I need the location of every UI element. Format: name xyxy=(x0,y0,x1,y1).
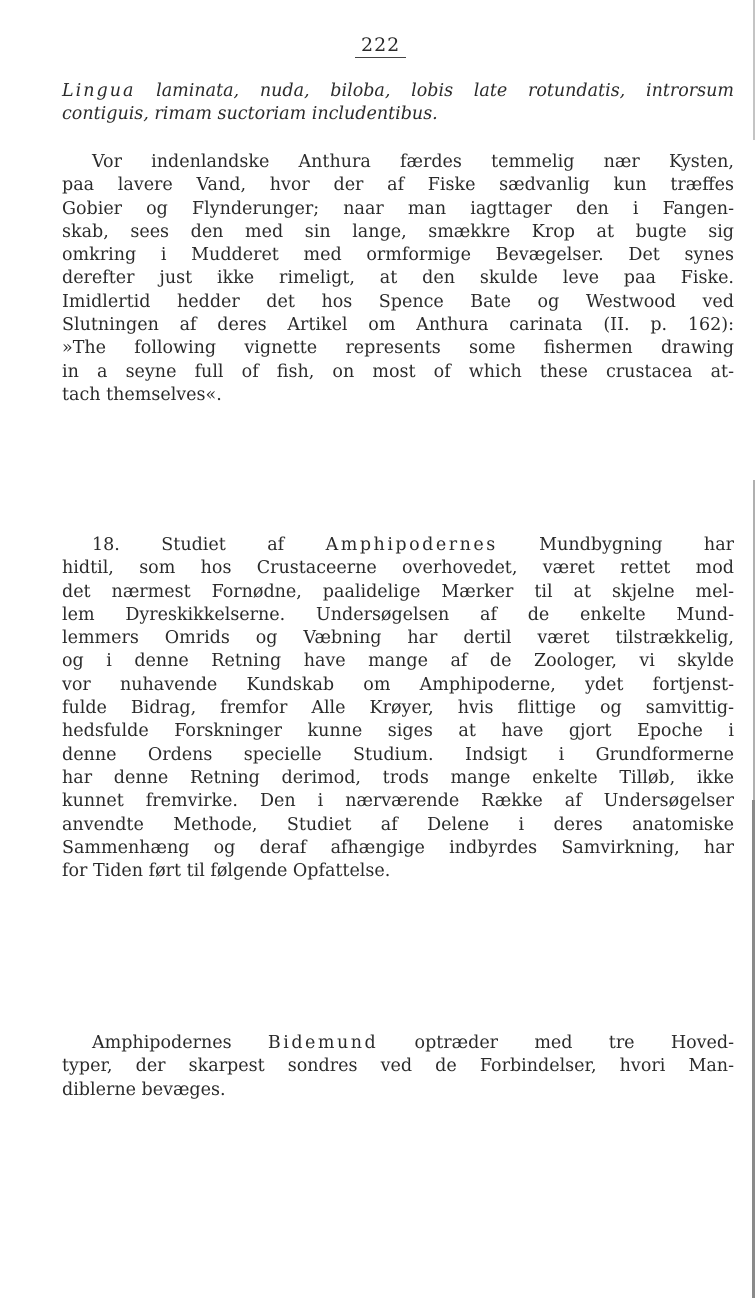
heading-line-1 xyxy=(62,80,734,103)
first-line-prefix: Amphipodernes xyxy=(92,1033,268,1053)
text-line: hidtil, som hos Crustaceerne overhovedet, været rettet mod xyxy=(62,558,734,579)
paragraph-bidemund xyxy=(62,1032,734,1102)
paragraph-anthura xyxy=(62,151,734,407)
text-line: og i denne Retning have mange af de Zoologer, vi skylde xyxy=(62,651,734,672)
edge-mark xyxy=(753,480,755,800)
edge-mark xyxy=(753,0,755,140)
text-line: lemmers Omrids og Væbning har dertil været tilstrækkelig, xyxy=(62,628,734,649)
heading-line-1-rest: laminata, nuda, biloba, lobis late rotundatis, introrsum xyxy=(135,81,734,101)
text-line: diblerne bevæges. xyxy=(62,1079,226,1100)
text-line: Imidlertid hedder det hos Spence Bate og Westwood ved xyxy=(62,291,734,312)
text-line: hedsfulde Forskninger kunne siges at have gjort Epoche i xyxy=(62,721,734,742)
heading-line-2: contiguis, rimam suctoriam includentibus. xyxy=(62,104,438,125)
text-line: tach themselves«. xyxy=(62,384,222,405)
text-line: Sammenhæng og deraf afhængige indbyrdes Samvirkning, har xyxy=(62,837,734,858)
page-number: 222 xyxy=(355,34,406,58)
section-18-first-line xyxy=(62,534,734,557)
text-line: omkring i Mudderet med ormformige Bevægelser. Det synes xyxy=(62,245,734,266)
spaced-term-amphipodernes: Amphipodernes xyxy=(325,535,498,555)
text-line: lem Dyreskikkelserne. Undersøgelsen af de enkelte Mund- xyxy=(62,604,734,625)
text-line: typer, der skarpest sondres ved de Forbindelser, hvori Man- xyxy=(62,1056,734,1077)
text-line: anvendte Methode, Studiet af Delene i deres anatomiske xyxy=(62,814,734,835)
text-line: fulde Bidrag, fremfor Alle Krøyer, hvis flittige og samvittig- xyxy=(62,698,734,719)
latin-description xyxy=(62,80,734,127)
text-line: denne Ordens specielle Studium. Indsigt i Grundformerne xyxy=(62,744,734,765)
text-line: Gobier og Flynderunger; naar man iagttager den i Fangen- xyxy=(62,198,734,219)
text-line: har denne Retning derimod, trods mange enkelte Tilløb, ikke xyxy=(62,767,734,788)
text-line: vor nuhavende Kundskab om Amphipoderne, ydet fortjenst- xyxy=(62,674,734,695)
text-line: »The following vignette represents some fishermen drawing xyxy=(62,338,734,359)
text-line: paa lavere Vand, hvor der af Fiske sædvanlig kun træffes xyxy=(62,175,734,196)
first-line-rest: Mundbygning har xyxy=(497,535,734,555)
text-line: for Tiden ført til følgende Opfattelse. xyxy=(62,861,391,882)
paragraph-section-18 xyxy=(62,534,734,883)
text-line: Slutningen af deres Artikel om Anthura carinata (II. p. 162): xyxy=(62,315,734,336)
text-line: in a seyne full of fish, on most of which these crustacea at- xyxy=(62,361,734,382)
text-line: det nærmest Fornødne, paalidelige Mærker til at skjelne mel- xyxy=(62,581,734,602)
first-line-rest: optræder med tre Hoved- xyxy=(378,1033,734,1053)
text-line: skab, sees den med sin lange, smækkre Krop at bugte sig xyxy=(62,221,734,242)
text-line: derefter just ikke rimeligt, at den skulde leve paa Fiske. xyxy=(62,268,734,289)
bidemund-first-line xyxy=(62,1032,734,1055)
edge-mark xyxy=(752,800,755,1298)
heading-lead-word: Lingua xyxy=(62,81,136,101)
section-number: 18. Studiet af xyxy=(92,535,326,555)
text-line: Vor indenlandske Anthura færdes temmelig nær Kysten, xyxy=(92,152,734,172)
page-edge-shadow xyxy=(748,0,756,1298)
text-line: kunnet fremvirke. Den i nærværende Række af Undersøgelser xyxy=(62,791,734,812)
spaced-term-bidemund: Bidemund xyxy=(267,1033,379,1053)
